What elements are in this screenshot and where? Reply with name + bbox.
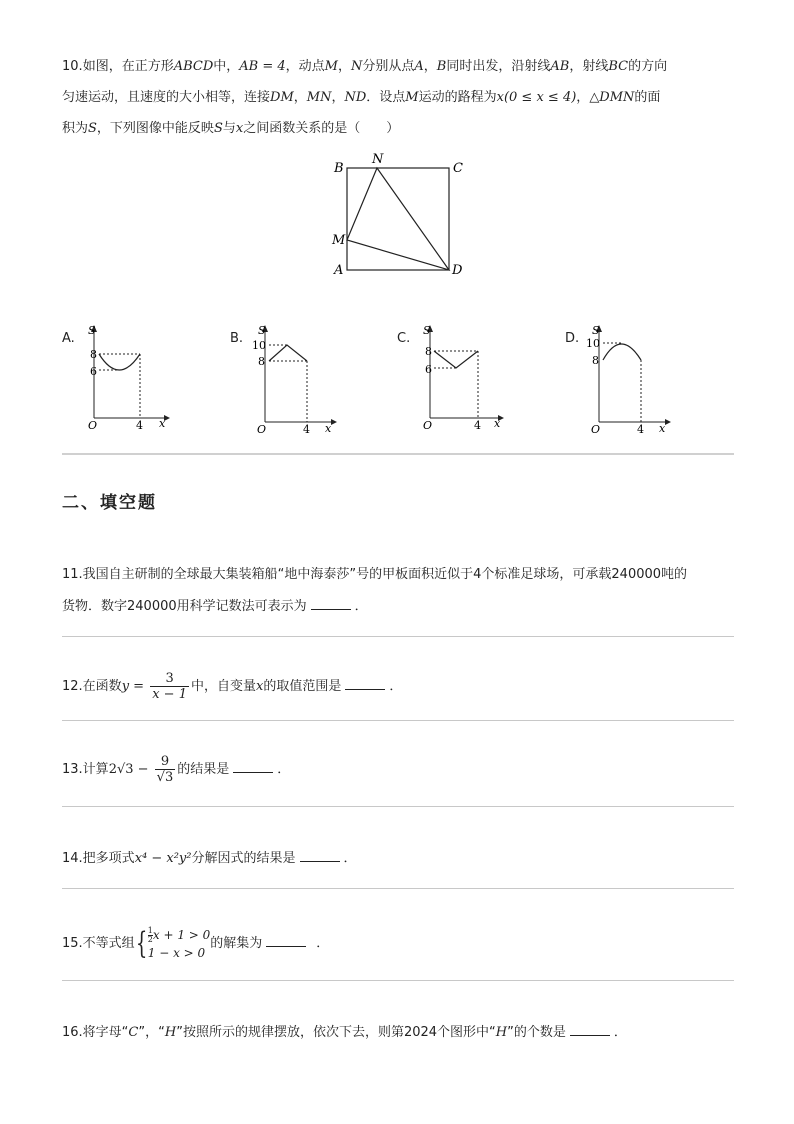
label-n: N xyxy=(372,152,384,167)
option-d-graph[interactable] xyxy=(581,318,676,436)
answer-blank[interactable] xyxy=(311,597,351,610)
q10-line-3: 积为S，下列图像中能反映S与x之间函数关系的是（ ） xyxy=(62,121,400,136)
option-d-label[interactable]: D. xyxy=(565,331,580,346)
option-c-label[interactable]: C. xyxy=(397,331,411,346)
svg-text:O: O xyxy=(88,419,98,432)
svg-text:8: 8 xyxy=(592,354,599,367)
svg-text:S: S xyxy=(88,324,96,337)
svg-text:S: S xyxy=(423,324,431,337)
label-d: D xyxy=(452,263,463,278)
svg-text:x: x xyxy=(494,417,501,430)
divider xyxy=(62,720,734,721)
triangle-dmn xyxy=(347,168,449,270)
svg-text:4: 4 xyxy=(136,419,143,432)
label-m: M xyxy=(332,233,346,248)
svg-text:6: 6 xyxy=(425,363,432,376)
option-a-label[interactable]: A. xyxy=(62,331,75,346)
divider xyxy=(62,453,734,455)
divider xyxy=(62,980,734,981)
q15: 15.不等式组{ $\frac{1}{2}$ x + 1 > 0 1 − x > 0 的解集为 ． xyxy=(62,925,330,961)
svg-text:10: 10 xyxy=(252,339,266,352)
option-b-label[interactable]: B. xyxy=(230,331,244,346)
option-c-graph[interactable] xyxy=(414,318,509,436)
q10-line-1: 10.如图，在正方形ABCD中，AB = 4，动点M，N分别从点A，B同时出发，沿射线AB，射线BC的方向 xyxy=(62,59,668,74)
q12: 12.在函数y = $\frac{3}{x - 1}$ 中，自变量x的取值范围是 ． xyxy=(62,671,403,702)
svg-text:8: 8 xyxy=(90,348,97,361)
svg-text:O: O xyxy=(591,423,601,436)
svg-text:10: 10 xyxy=(586,337,600,350)
svg-text:O: O xyxy=(257,423,267,436)
svg-text:4: 4 xyxy=(303,423,310,436)
q10-line-2: 匀速运动，且速度的大小相等，连接DM，MN，ND．设点M运动的路程为x(0 ≤ x ≤ 4)，△DMN的面 xyxy=(62,90,661,105)
option-b-graph[interactable] xyxy=(247,318,342,436)
q11-line-1: 11.我国自主研制的全球最大集装箱船“地中海泰莎”号的甲板面积近似于4个标准足球场，可承载240000吨的 xyxy=(62,567,688,582)
q14: 14.把多项式x⁴ − x²y²分解因式的结果是 ． xyxy=(62,851,357,866)
q16: 16.将字母“C”，“H”按照所示的规律摆放，依次下去，则第2024个图形中“H”的个数是 ． xyxy=(62,1025,627,1040)
fraction: $\frac{3}{x - 1}$ xyxy=(152,671,187,702)
label-a: A xyxy=(334,263,344,278)
svg-text:4: 4 xyxy=(474,419,481,432)
label-b: B xyxy=(334,161,344,176)
svg-text:4: 4 xyxy=(637,423,644,436)
answer-blank[interactable] xyxy=(233,760,273,773)
q13: 13.计算2√3 − $\frac{9}{√3}$ 的结果是 ． xyxy=(62,754,291,785)
svg-text:8: 8 xyxy=(425,345,432,358)
section-title: 二、填空题 xyxy=(62,493,157,513)
svg-text:S: S xyxy=(258,324,266,337)
svg-text:8: 8 xyxy=(258,355,265,368)
answer-blank[interactable] xyxy=(570,1023,610,1036)
fraction: $\frac{9}{√3}$ xyxy=(156,754,174,785)
svg-text:O: O xyxy=(423,419,433,432)
divider xyxy=(62,636,734,637)
q11-line-2: 货物．数字240000用科学记数法可表示为 ． xyxy=(62,599,368,614)
option-a-graph[interactable] xyxy=(80,318,175,436)
answer-blank[interactable] xyxy=(300,849,340,862)
divider xyxy=(62,806,734,807)
svg-text:S: S xyxy=(592,324,600,337)
svg-text:x: x xyxy=(659,422,666,435)
svg-text:6: 6 xyxy=(90,365,97,378)
svg-text:x: x xyxy=(159,417,166,430)
square-figure xyxy=(330,150,470,280)
answer-blank[interactable] xyxy=(266,934,306,947)
label-c: C xyxy=(453,161,463,176)
svg-text:x: x xyxy=(325,422,332,435)
divider xyxy=(62,888,734,889)
answer-blank[interactable] xyxy=(345,677,385,690)
inequality-system: $\frac{1}{2}$ x + 1 > 0 1 − x > 0 xyxy=(147,925,211,960)
